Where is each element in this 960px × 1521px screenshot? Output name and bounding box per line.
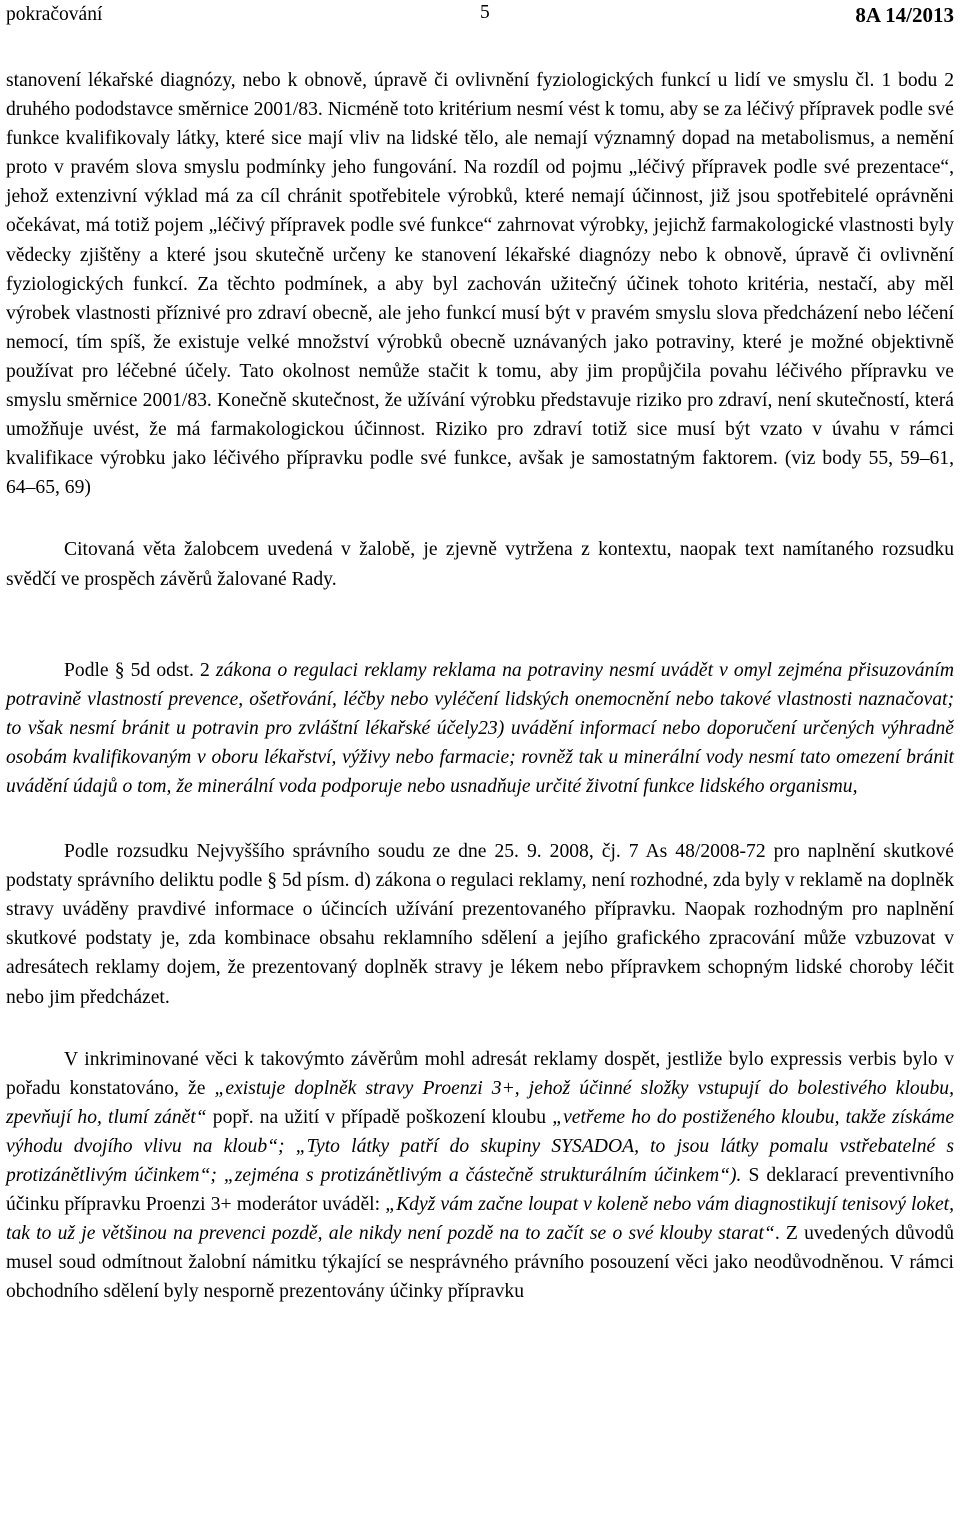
paragraph-law-quote [6, 656, 954, 801]
paragraph-spacer [6, 801, 954, 837]
case-number: 8A 14/2013 [855, 3, 954, 27]
case-text-a: V inkriminované věci k takovýmto závěrům mohl adresát reklamy dospět, jestliže bylo expressis verbis bylo v pořadu konstatováno, že [6, 1048, 954, 1099]
paragraph-spacer [6, 502, 954, 535]
law-quote-text: zákona o regulaci reklamy reklama na potraviny nesmí uvádět v omyl zejména přisuzováním potravině vlastností prevence, ošetřování, léčby nebo vyléčení lidských onemocnění nebo takové vlastnosti naznačovat; to však nesmí bránit u potravin pro zvláštní lékařské účely23) uvádění informací nebo doporučení určených výhradně osobám kvalifikovaným v oboru lékařství, výživy nebo farmacie; rovněž tak u minerální vody nesmí tato omezení bránit uvádění údajů o tom, že minerální voda podporuje nebo usnadňuje určité životní funkce lidského organismu, [6, 659, 954, 797]
paragraph-court-ruling: Podle rozsudku Nejvyššího správního soudu ze dne 25. 9. 2008, čj. 7 As 48/2008-72 pro naplnění skutkové podstaty správního deliktu podle § 5d písm. d) zákona o regulaci reklamy, není rozhodné, zda byly v reklamě na doplněk stravy uváděny pravdivé informace o účincích užívání prezentovaného přípravku. Naopak rozhodným pro naplnění skutkové podstaty je, zda kombinace obsahu reklamního sdělení a jejího grafického zpracování může vzbuzovat v adresátech reklamy dojem, že prezentovaný doplněk stravy je lékem nebo přípravkem schopným lidské choroby léčit nebo jim předcházet. [6, 841, 954, 1008]
document-body [6, 66, 954, 1306]
case-quote-1: „existuje doplněk stravy Proenzi 3+, jehož účinné složky vstupují do bolestivého kloubu, zpevňují ho, tlumí zánět“ [6, 1077, 954, 1128]
case-text-c: S deklarací preventivního účinku přípravku Proenzi 3+ moderátor uváděl: [6, 1165, 955, 1216]
paragraph-spacer [6, 1012, 954, 1045]
paragraph-spacer [6, 594, 954, 656]
paragraph-cited-sentence: Citovaná věta žalobcem uvedená v žalobě, je zjevně vytržena z kontextu, naopak text namítaného rozsudku svědčí ve prospěch závěrů žalované Rady. [6, 539, 954, 590]
law-reference: Podle § 5d odst. 2 [64, 659, 210, 681]
paragraph-incriminated-case [6, 1045, 954, 1307]
paragraph-quote-ecj: stanovení lékařské diagnózy, nebo k obnově, úpravě či ovlivnění fyziologických funkcí u lidí ve smyslu čl. 1 bodu 2 druhého pododstavce směrnice 2001/83. Nicméně toto kritérium nesmí vést k tomu, aby se za léčivý přípravek podle své funkce kvalifikovaly látky, které sice mají vliv na lidské tělo, ale nemají významný dopad na metabolismus, a nemění proto v pravém slova smyslu podmínky jeho fungování. Na rozdíl od pojmu „léčivý přípravek podle své prezentace“, jehož extenzivní výklad má za cíl chránit spotřebitele výrobků, které nemají účinnost, již jsou spotřebitelé oprávněni očekávat, má totiž pojem „léčivý přípravek podle své funkce“ zahrnovat výrobky, jejichž farmakologické vlastnosti byly vědecky zjištěny a které jsou skutečně určeny ke stanovení lékařské diagnózy nebo k obnově, úpravě či ovlivnění fyziologických funkcí. Za těchto podmínek, a aby byl zachován užitečný účinek tohoto kritéria, nestačí, aby měl výrobek vlastnosti příznivé pro zdraví obecně, ale jeho funkcí musí být v pravém smyslu slova předcházení nebo léčení nemocí, tím spíš, že existuje velké množství výrobků obecně uznávaných jako potraviny, které je možné objektivně používat pro léčebné účely. Tato okolnost nemůže stačit k tomu, aby jim propůjčila povahu léčivého přípravku ve smyslu směrnice 2001/83. Konečně skutečnost, že užívání výrobku představuje riziko pro zdraví, není skutečností, která umožňuje uvést, že má farmakologickou účinnost. Riziko pro zdraví totiž sice musí být vzato v úvahu v rámci kvalifikace výrobku jako léčivého přípravku podle své funkce, avšak je samostatným faktorem. (viz body 55, 59–61, 64–65, 69) [6, 70, 954, 499]
header-continuation-label: pokračování [6, 4, 103, 25]
case-text-b: popř. na užití v případě poškození kloubu [206, 1106, 553, 1128]
page-header [6, 2, 954, 28]
case-quote-2: „vetřeme ho do postiženého kloubu, takže získáme výhodu dvojího vlivu na kloub“; „Tyto látky patří do skupiny SYSADOA, to jsou látky pomalu vstřebatelné s protizánětlivým účinkem“; „zejména s protizánětlivým a částečně strukturálním účinkem“). [6, 1106, 955, 1186]
case-text-d: . Z uvedených důvodů musel soud odmítnout žalobní námitku týkající se nesprávného právního posouzení věci jako neodůvodněnou. V rámci obchodního sdělení byly nesporně prezentovány účinky přípravku [6, 1223, 954, 1303]
case-quote-3: „Když vám začne loupat v koleně nebo vám diagnostikují tenisový loket, tak to už je většinou na prevenci pozdě, ale nikdy není pozdě na to začít se o své klouby starat“ [6, 1194, 954, 1245]
page-number: 5 [480, 2, 490, 23]
